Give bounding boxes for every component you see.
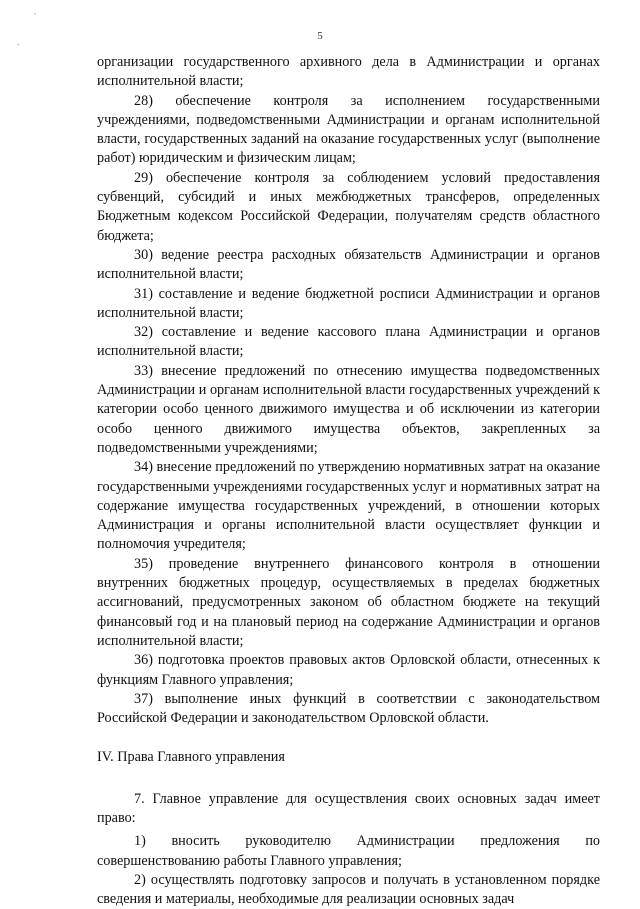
document-body <box>97 53 600 909</box>
rights-list <box>97 832 600 909</box>
paragraph: 32) составление и ведение кассового плана Администрации и органов исполнительной власти; <box>97 324 600 360</box>
clause-intro: 7. Главное управление для осуществления своих основных задач имеет право: <box>97 790 600 826</box>
paragraph: 33) внесение предложений по отнесению имущества подведомственных Администрации и органам исполнительной власти государственных учреждений к категории особо ценного движимого имущества и об исключении из категории особо ценного движимого имущества объектов, закрепленных за подведомственными учреждениями; <box>97 362 600 456</box>
paragraph: 31) составление и ведение бюджетной росписи Администрации и органов исполнительной власти; <box>97 285 600 321</box>
paragraph-list <box>97 53 600 728</box>
paragraph: 28) обеспечение контроля за исполнением государственными учреждениями, подведомственными Администрации и органам исполнительной власти, государственных заданий на оказание государственных услуг (выполнение работ) юридическим и физическим лицам; <box>97 92 600 167</box>
scan-speck: , <box>34 7 36 16</box>
paragraph: 34) внесение предложений по утверждению нормативных затрат на оказание государственными учреждениями государственных услуг и нормативных затрат на содержание имущества государственных учреждений, в отношении которых Администрация и органы исполнительной власти осуществляет функции и полномочия учредителя; <box>97 459 600 553</box>
rights-item: 2) осуществлять подготовку запросов и получать в установленном порядке сведения и материалы, необходимые для реализации основных задач <box>97 871 600 908</box>
paragraph: 35) проведение внутреннего финансового контроля в отношении внутренних бюджетных процедур, осуществляемых в пределах бюджетных ассигнований, предусмотренных законом об областном бюджете на текущий финансовый год и на плановый период на содержание Администрации и органов исполнительной власти; <box>97 555 600 649</box>
paragraph: 36) подготовка проектов правовых актов Орловской области, отнесенных к функциям Главного управления; <box>97 652 600 688</box>
rights-item: 1) вносить руководителю Администрации предложения по совершенствованию работы Главного управления; <box>97 833 600 869</box>
paragraph: 37) выполнение иных функций в соответствии с законодательством Российской Федерации и законодательством Орловской области. <box>97 690 600 727</box>
page-number: 5 <box>317 30 323 42</box>
paragraph: 29) обеспечение контроля за соблюдением условий предоставления субвенций, субсидий и иных межбюджетных трансферов, определенных Бюджетным кодексом Российской Федерации, получателям средств областного бюджета; <box>97 169 600 244</box>
paragraph: организации государственного архивного дела в Администрации и органах исполнительной власти; <box>97 54 600 90</box>
scan-speck: - <box>17 40 20 49</box>
section-heading: IV. Права Главного управления <box>97 749 285 766</box>
paragraph: 30) ведение реестра расходных обязательств Администрации и органов исполнительной власти; <box>97 246 600 283</box>
